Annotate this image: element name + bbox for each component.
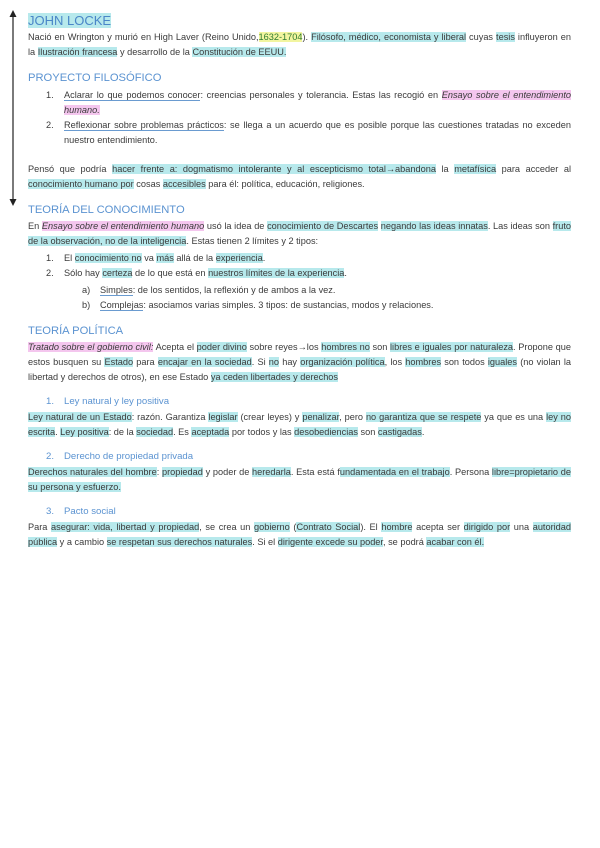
text-span: va [141,253,157,263]
text-span: se respetan sus derechos naturales [106,537,253,547]
text-span: son [358,427,378,437]
text-span: (no violan la libertad y derechos de otros), en ese Estado [28,357,572,382]
text-span: El [64,253,75,263]
text-span: para él: política, educación, religiones. [205,179,365,189]
text-span: sociedad [136,427,174,437]
text-span: acabar con él. [426,537,485,547]
text-span: Pacto social [64,506,116,517]
text-span: : de los sentidos, la reflexión y de ambos a la vez. [132,285,336,295]
text-span: ya ceden libertades y derechos [210,372,339,382]
text-span: , se crea un [199,522,255,532]
text-span: , pero [339,412,366,422]
paragraph [28,219,571,249]
text-span: no [268,357,280,367]
text-span: nuestros límites de la experiencia [208,268,345,278]
text-span: una [510,522,533,532]
text-span: castigadas [377,427,422,437]
list-item [28,251,571,266]
text-span: , se podrá [382,537,427,547]
text-span: influyeron en la [28,32,571,57]
list-item [28,266,571,281]
text-span: son todos [441,357,488,367]
text-span: hay [279,357,301,367]
text-span: desobediencias [294,427,358,437]
document-body [28,12,571,550]
paragraph [28,340,571,385]
text-span: . Esta está f [290,467,340,477]
text-span: Para [28,522,52,532]
list-item [28,88,571,118]
text-span: . Si [251,357,269,367]
text-span: Contrato Social [296,522,361,532]
text-span: asegurar: vida, libertad y propiedad [51,522,200,532]
text-span: dirigente excede su poder [277,537,383,547]
section-teoria-politica [28,323,571,550]
text-span: undamentada en el trabajo [339,467,450,477]
text-span: aceptada [191,427,230,437]
subsection-heading [28,449,571,464]
text-span: y poder de [202,467,253,477]
double-arrow-icon [8,10,18,206]
text-span: 1632-1704 [258,32,303,42]
paragraph [28,520,571,550]
text-span: . Las ideas son [487,221,553,231]
text-span: heredarla [252,467,291,477]
text-span: En [28,221,42,231]
text-span: y desarrollo de la [117,47,193,57]
subsection-pacto-social [28,504,571,550]
text-span: Derechos naturales del hombre [28,467,157,477]
text-span: ley no escrita [28,412,571,437]
paragraph [28,465,571,495]
text-span: para acceder al [496,164,571,174]
text-span: dirigido por [463,522,511,532]
section-teoria-conocimiento [28,202,571,313]
text-span: propiedad [161,467,203,477]
text-span: allá de la [173,253,216,263]
text-span: ( [289,522,297,532]
text-span: más [156,253,174,263]
subsection-ley-natural [28,394,571,440]
text-span: Tratado sobre el gobierno civil: [28,342,154,352]
text-span: Complejas [100,300,144,310]
text-span: Ley natural y ley positiva [64,396,170,407]
list-item [28,298,571,313]
text-span: no garantiza que se respete [365,412,482,422]
text-span: 3. [46,506,55,517]
text-span: ). El [360,522,382,532]
text-span: la [435,164,455,174]
text-span: Aclarar lo que podemos conocer [64,90,201,100]
text-span: : razón. Garantiza [131,412,209,422]
text-span: : asociamos varias simples. 3 tipos: de sustancias, modos y relaciones. [143,300,434,310]
text-span: Reflexionar sobre problemas prácticos [64,120,224,130]
text-span: b) [82,300,91,310]
text-span: Simples [100,285,133,295]
text-span: libre=propietario de su persona y esfuerzo. [28,467,571,492]
text-span: Ilustración francesa [37,47,118,57]
text-span: metafísica [454,164,497,174]
text-span: : creencias personales y tolerancia. Estas las recogió en [200,90,442,100]
text-span: JOHN LOCKE [28,13,112,28]
text-span: poder divino [196,342,247,352]
text-span: 2. [46,120,54,130]
text-span: . Es [173,427,192,437]
text-span: certeza [102,268,133,278]
paragraph [28,410,571,440]
text-span: tesis [496,32,515,42]
text-span: hacer frente a: dogmatismo intolerante y al escepticismo total→abandona [112,164,436,174]
subsection-heading [28,504,571,519]
text-span: . [421,427,425,437]
text-span: 2. [46,268,54,278]
text-span: Constitución de EEUU. [192,47,287,57]
text-span: Acepta el [153,342,197,352]
text-span: (crear leyes) y [237,412,303,422]
text-span: . Propone que estos busquen su [28,342,571,367]
text-span: Ensayo sobre el entendimiento humano [41,221,205,231]
text-span: Sólo hay [64,268,103,278]
section-proyecto-filosofico [28,70,571,192]
text-span: Estado [104,357,134,367]
text-span: sobre reyes→los [246,342,322,352]
text-span: legislar [208,412,238,422]
text-span: penalizar [302,412,340,422]
text-span: conocimiento de Descartes [267,221,379,231]
section-heading: TEORÍA DEL CONOCIMIENTO [28,204,185,216]
text-span: : de la [108,427,137,437]
text-span: Ensayo sobre el entendimiento humano. [64,90,571,115]
text-span: Pensó que podría [28,164,113,174]
numbered-list [28,251,571,281]
page-title [28,12,571,29]
text-span: . [262,253,266,263]
text-span: autoridad pública [28,522,572,547]
text-span: Derecho de propiedad privada [64,451,194,462]
text-span: usó la idea de [204,221,268,231]
text-span: Nació en Wrington y murió en High Laver (Reino Unido, [28,32,259,42]
text-span: y a cambio [57,537,107,547]
paragraph [28,162,571,192]
text-span: libres e iguales por naturaleza [390,342,514,352]
intro-paragraph [28,30,571,60]
subsection-propiedad-privada [28,449,571,495]
text-span: ). [302,32,312,42]
section-heading: TEORÍA POLÍTICA [28,325,124,337]
subsection-heading [28,394,571,409]
text-span: de lo que está en [132,268,209,278]
text-span: 1. [46,90,54,100]
text-span: accesibles [162,179,206,189]
text-span: cosas [133,179,163,189]
text-span: hombres no [321,342,370,352]
text-span: . Persona [449,467,492,477]
text-span: 1. [46,396,55,407]
text-span: cuyas [466,32,497,42]
text-span: experiencia [215,253,263,263]
text-span: 1. [46,253,54,263]
text-span: encajar en la sociedad [157,357,252,367]
text-span: fruto de la observación, no de la inteligencia [28,221,571,246]
text-span: a) [82,285,91,295]
text-span: conocimiento no [74,253,142,263]
lettered-list [28,283,571,313]
list-item [28,283,571,298]
text-span: Ley natural de un Estado [28,412,132,422]
text-span: . Si el [252,537,278,547]
text-span: . [344,268,347,278]
text-span: iguales [487,357,518,367]
text-span: , los [384,357,406,367]
text-span: para [133,357,158,367]
text-span: Ley positiva [60,427,109,437]
text-span: son [369,342,391,352]
text-span: hombre [381,522,413,532]
text-span: por todos y las [229,427,295,437]
text-span: . Estas tienen 2 límites y 2 tipos: [186,236,319,246]
text-span: ya que es una [481,412,547,422]
text-span: 2. [46,451,55,462]
text-span: acepta ser [412,522,464,532]
text-span: : se llega a un acuerdo que es posible porque las cuestiones tratadas no exceden nuestro entendimiento. [64,120,571,145]
text-span: negando las ideas innatas [380,221,488,231]
text-span: gobierno [254,522,290,532]
numbered-list [28,88,571,148]
text-span: conocimiento humano por [28,179,134,189]
text-span: . [55,427,61,437]
text-span: Filósofo, médico, economista y liberal [311,32,467,42]
section-heading: PROYECTO FILOSÓFICO [28,72,162,84]
text-span: organización política [300,357,385,367]
list-item [28,118,571,148]
text-span: hombres [405,357,442,367]
text-span: : [156,467,162,477]
